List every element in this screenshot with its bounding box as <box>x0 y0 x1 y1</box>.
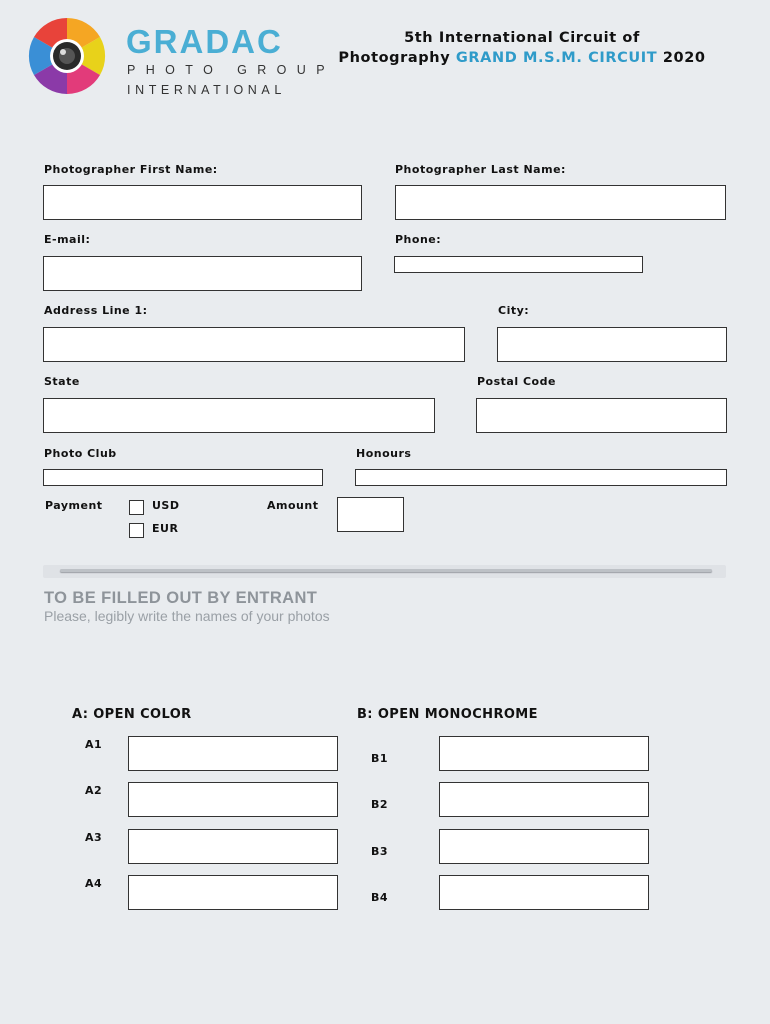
phone-label: Phone: <box>395 233 442 246</box>
last-name-input[interactable] <box>395 185 726 220</box>
title-accent: GRAND M.S.M. CIRCUIT <box>455 50 658 66</box>
photo-b2-label: B2 <box>371 798 389 811</box>
photo-b3-input[interactable] <box>439 829 649 864</box>
usd-checkbox[interactable] <box>129 500 144 515</box>
state-input[interactable] <box>43 398 435 433</box>
category-b-title: B: OPEN MONOCHROME <box>357 707 538 722</box>
title-line2 <box>318 48 726 68</box>
brand-name: GRADAC <box>126 23 283 60</box>
photo-a4-input[interactable] <box>128 875 338 910</box>
photo-club-input[interactable] <box>43 469 323 486</box>
entrant-section-title: TO BE FILLED OUT BY ENTRANT <box>44 589 318 607</box>
state-label: State <box>44 375 80 388</box>
section-divider-line <box>60 569 712 572</box>
city-label: City: <box>498 304 530 317</box>
photo-a1-input[interactable] <box>128 736 338 771</box>
postal-code-input[interactable] <box>476 398 727 433</box>
brand-subtitle-line1: PHOTO GROUP <box>127 63 335 77</box>
payment-label: Payment <box>45 499 103 512</box>
photo-a2-label: A2 <box>85 784 103 797</box>
photo-club-label: Photo Club <box>44 447 117 460</box>
title-suffix: 2020 <box>662 50 706 66</box>
address-input[interactable] <box>43 327 465 362</box>
address-label: Address Line 1: <box>44 304 148 317</box>
honours-label: Honours <box>356 447 412 460</box>
entrant-section-subtitle: Please, legibly write the names of your photos <box>44 608 330 624</box>
photo-b4-input[interactable] <box>439 875 649 910</box>
amount-label: Amount <box>267 499 319 512</box>
photo-a3-input[interactable] <box>128 829 338 864</box>
amount-input[interactable] <box>337 497 404 532</box>
photo-b3-label: B3 <box>371 845 389 858</box>
photo-a2-input[interactable] <box>128 782 338 817</box>
category-a-title: A: OPEN COLOR <box>72 707 192 722</box>
photo-b2-input[interactable] <box>439 782 649 817</box>
first-name-input[interactable] <box>43 185 362 220</box>
photo-a3-label: A3 <box>85 831 103 844</box>
email-label: E-mail: <box>44 233 91 246</box>
eur-label: EUR <box>152 522 179 535</box>
first-name-label: Photographer First Name: <box>44 163 218 176</box>
eur-checkbox[interactable] <box>129 523 144 538</box>
phone-input[interactable] <box>394 256 643 273</box>
photo-b1-input[interactable] <box>439 736 649 771</box>
city-input[interactable] <box>497 327 727 362</box>
email-input[interactable] <box>43 256 362 291</box>
last-name-label: Photographer Last Name: <box>395 163 566 176</box>
photo-b1-label: B1 <box>371 752 389 765</box>
photo-a4-label: A4 <box>85 877 103 890</box>
usd-label: USD <box>152 499 180 512</box>
title-prefix: Photography <box>338 50 451 66</box>
brand-subtitle-line2: INTERNATIONAL <box>127 83 286 97</box>
photo-a1-label: A1 <box>85 738 103 751</box>
photo-b4-label: B4 <box>371 891 389 904</box>
gradac-logo-icon <box>24 16 110 96</box>
honours-input[interactable] <box>355 469 727 486</box>
page-title <box>318 28 726 68</box>
postal-code-label: Postal Code <box>477 375 556 388</box>
title-line1: 5th International Circuit of <box>404 30 640 46</box>
